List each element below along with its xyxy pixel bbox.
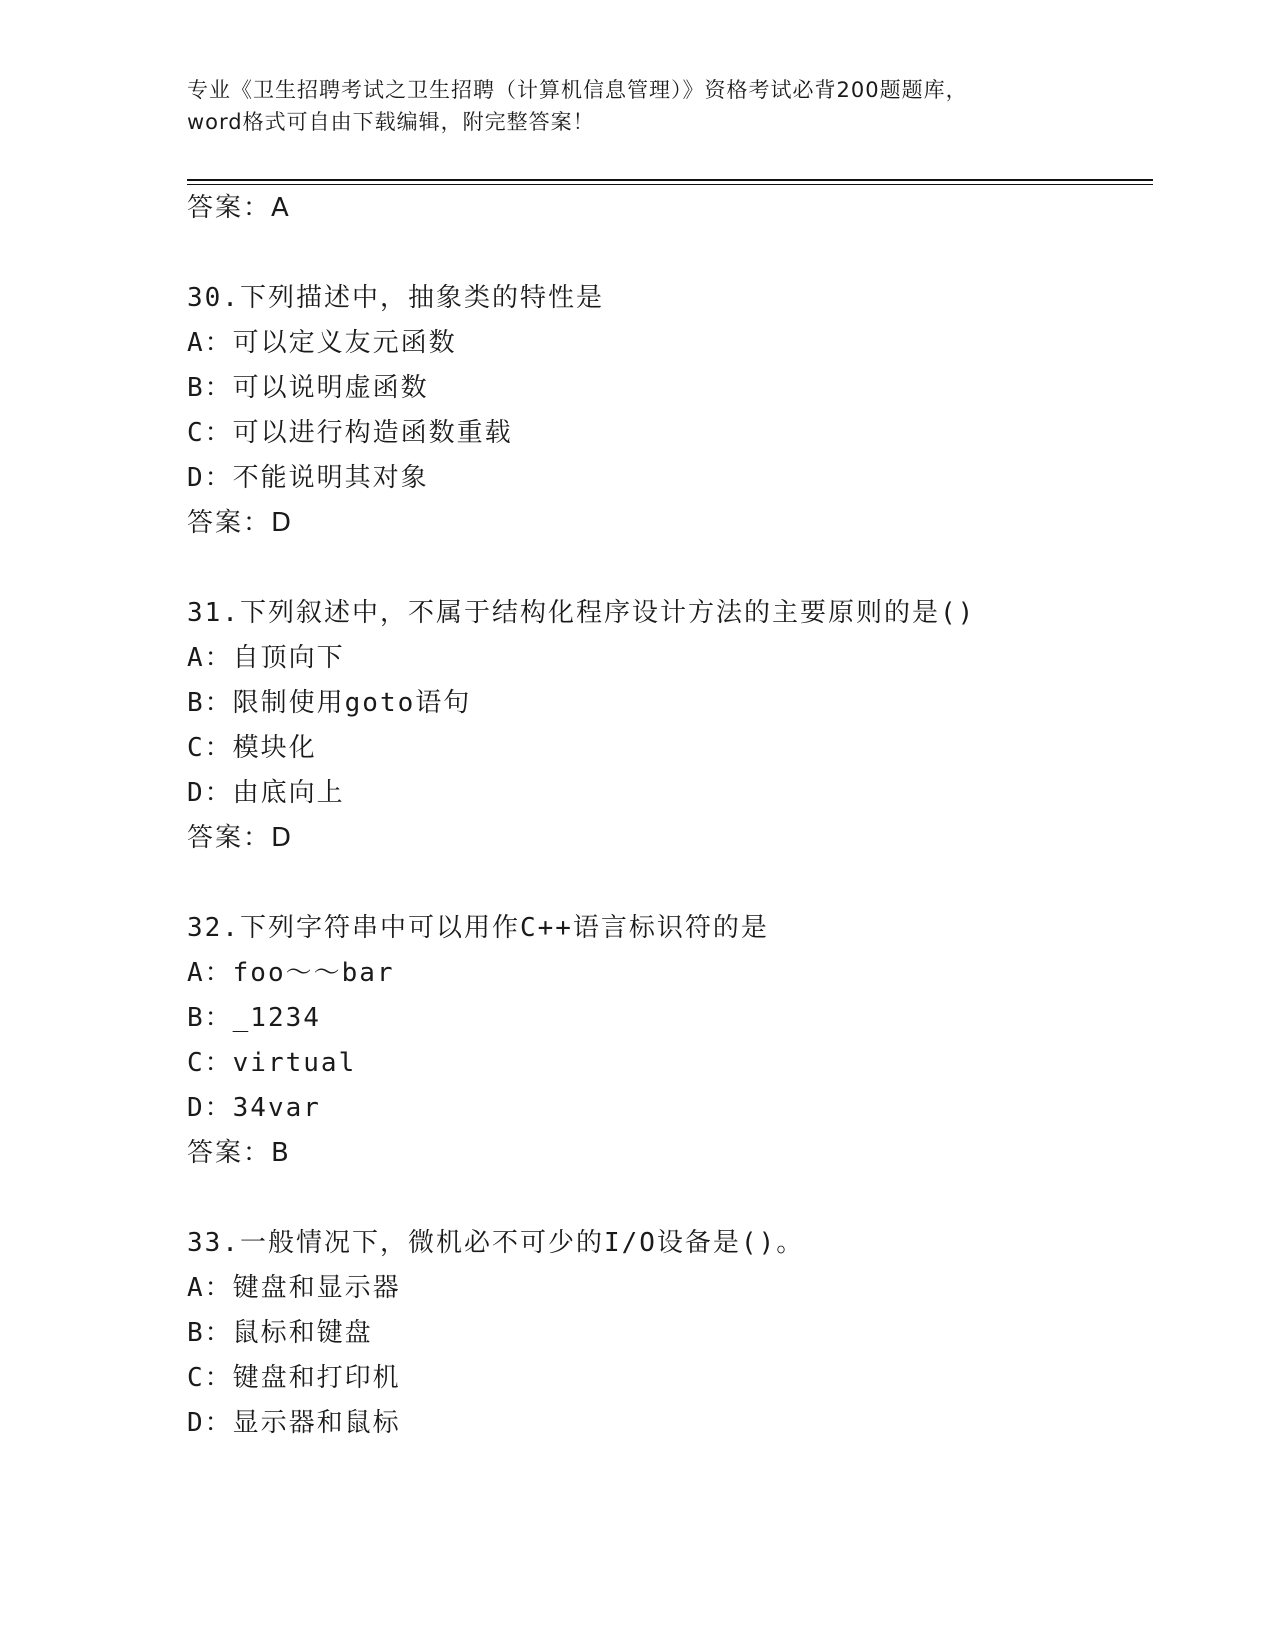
question-stem-30: 30.下列描述中，抽象类的特性是 <box>187 283 604 313</box>
option-30-c: C：可以进行构造函数重载 <box>187 418 513 448</box>
option-31-b: B：限制使用goto语句 <box>187 688 472 718</box>
option-31-a: A：自顶向下 <box>187 643 345 673</box>
option-32-a: A：foo～～bar <box>187 958 395 988</box>
question-stem-31: 31.下列叙述中，不属于结构化程序设计方法的主要原则的是() <box>187 598 976 628</box>
header-divider-thick <box>187 179 1153 181</box>
answer-31: 答案：D <box>187 823 294 853</box>
option-33-a: A：键盘和显示器 <box>187 1273 401 1303</box>
option-33-b: B：鼠标和键盘 <box>187 1318 373 1348</box>
header-line-1: 专业《卫生招聘考试之卫生招聘（计算机信息管理）》资格考试必背200题题库， <box>187 78 968 102</box>
header-line-2: word格式可自由下载编辑，附完整答案！ <box>187 110 595 134</box>
document-header <box>187 74 1087 138</box>
option-32-c: C：virtual <box>187 1048 357 1078</box>
option-32-d: D：34var <box>187 1093 321 1123</box>
option-31-c: C：模块化 <box>187 733 317 763</box>
answer-30: 答案：D <box>187 508 294 538</box>
option-32-b: B：_1234 <box>187 1003 321 1033</box>
option-31-d: D：由底向上 <box>187 778 345 808</box>
answer-32: 答案：B <box>187 1138 291 1168</box>
header-divider-thin <box>187 184 1153 185</box>
question-stem-32: 32.下列字符串中可以用作C++语言标识符的是 <box>187 913 769 943</box>
question-stem-33: 33.一般情况下，微机必不可少的I/O设备是()。 <box>187 1228 805 1258</box>
option-30-d: D：不能说明其对象 <box>187 463 429 493</box>
option-30-b: B：可以说明虚函数 <box>187 373 429 403</box>
option-33-c: C：键盘和打印机 <box>187 1363 401 1393</box>
option-33-d: D：显示器和鼠标 <box>187 1408 401 1438</box>
answer-label: 答案：A <box>187 193 291 223</box>
option-30-a: A：可以定义友元函数 <box>187 328 457 358</box>
